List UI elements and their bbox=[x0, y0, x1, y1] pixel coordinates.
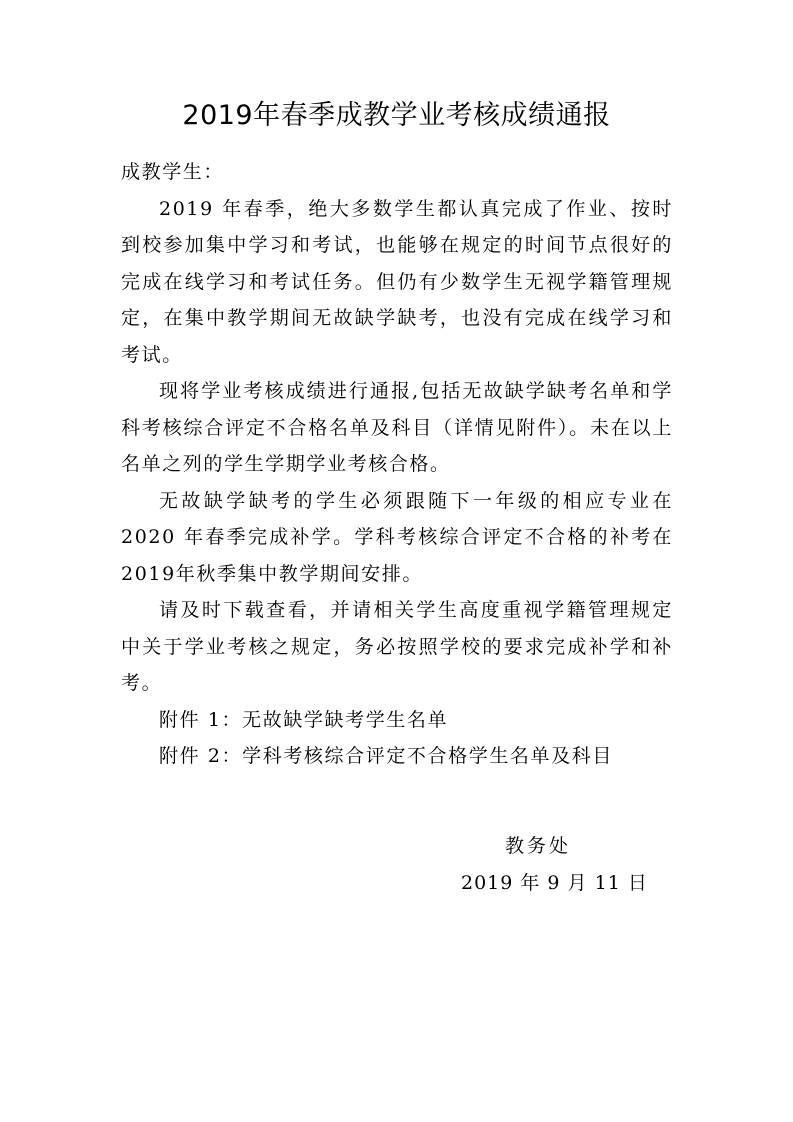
paragraph-4: 请及时下载查看，并请相关学生高度重视学籍管理规定中关于学业考核之规定，务必按照学校的要求完成补学和补考。 bbox=[121, 599, 673, 694]
signature-date: 2019 年 9 月 11 日 bbox=[461, 872, 648, 894]
signature-department: 教务处 bbox=[505, 835, 572, 857]
document-body bbox=[121, 154, 673, 775]
attachment-1: 附件 1：无故缺学缺考学生名单 bbox=[159, 708, 449, 731]
paragraph-2: 现将学业考核成绩进行通报,包括无故缺学缺考名单和学科考核综合评定不合格名单及科目（详情见附件）。未在以上名单之列的学生学期学业考核合格。 bbox=[121, 380, 673, 475]
document-title: 2019年春季成教学业考核成绩通报 bbox=[182, 100, 611, 131]
attachment-2: 附件 2：学科考核综合评定不合格学生名单及科目 bbox=[159, 745, 613, 767]
paragraph-1: 2019 年春季，绝大多数学生都认真完成了作业、按时到校参加集中学习和考试，也能够在规定的时间节点很好的完成在线学习和考试任务。但仍有少数学生无视学籍管理规定，在集中教学期间无故缺学缺考，也没有完成在线学习和考试。 bbox=[121, 197, 673, 366]
paragraph-3: 无故缺学缺考的学生必须跟随下一年级的相应专业在2020 年春季完成补学。学科考核综合评定不合格的补考在2019年秋季集中教学期间安排。 bbox=[121, 489, 673, 585]
greeting-line: 成教学生： bbox=[121, 161, 225, 183]
